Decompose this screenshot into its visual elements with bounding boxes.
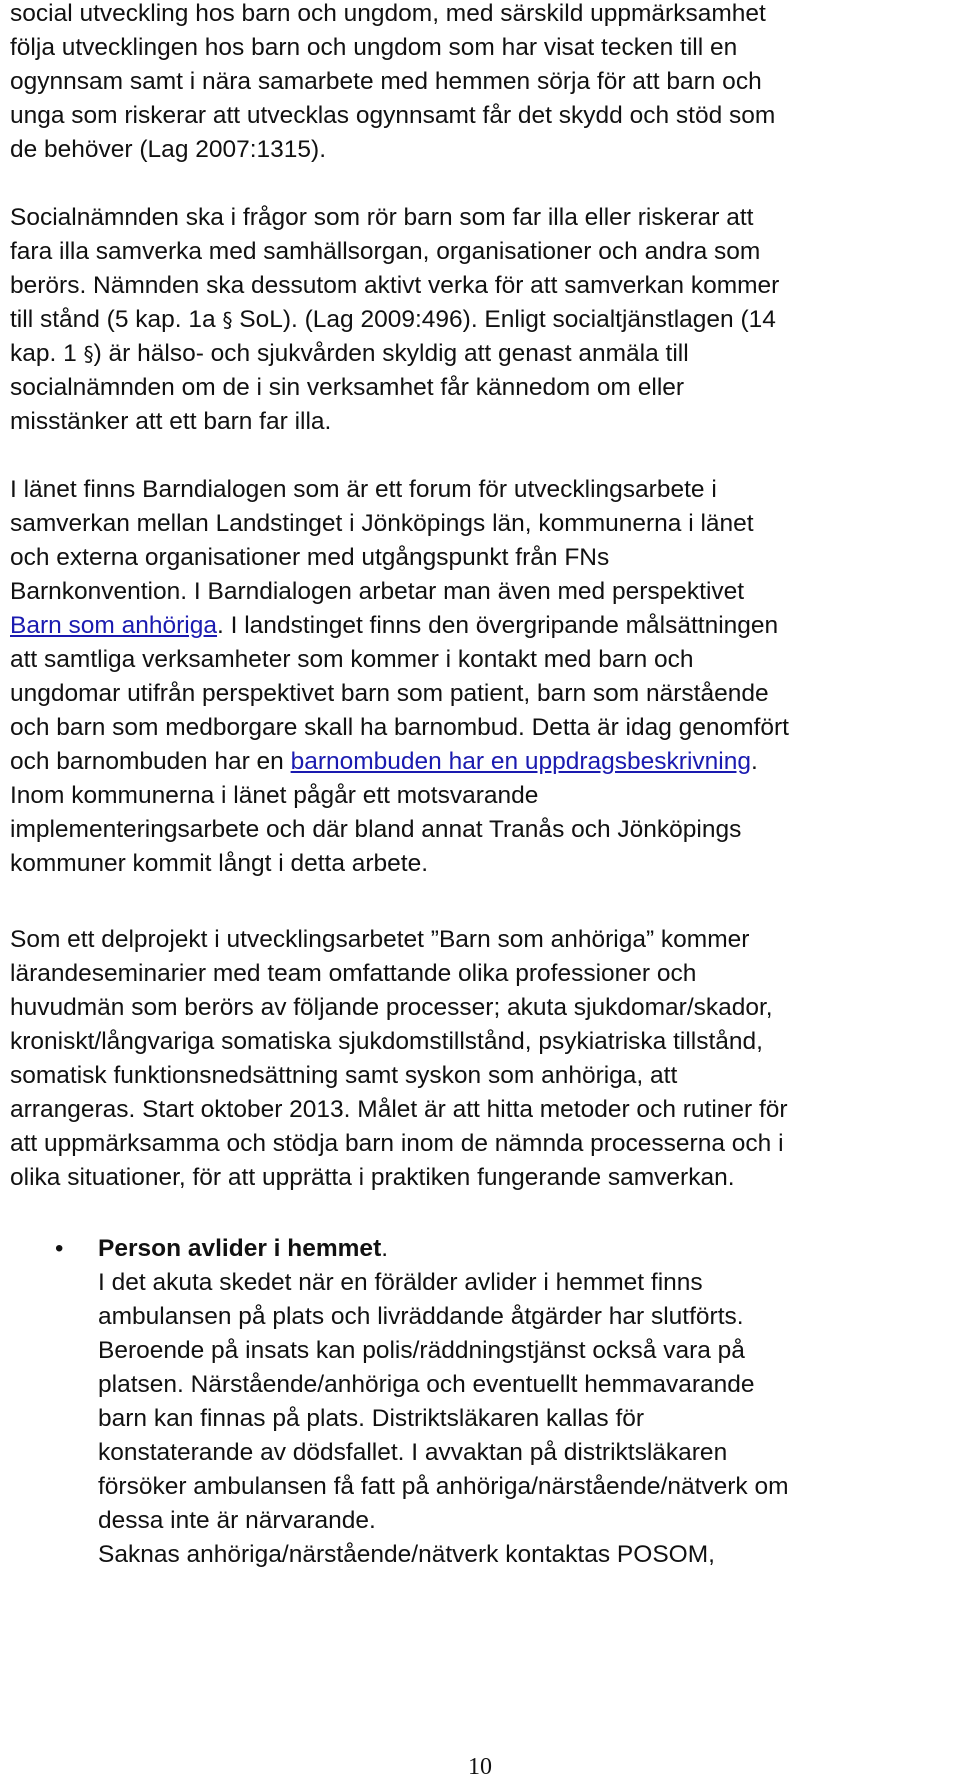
paragraph-line: implementeringsarbete och där bland annat Tranås och Jönköpings — [10, 816, 742, 843]
text-fragment: . — [750, 748, 758, 775]
paragraph-line: misstänker att ett barn far illa. — [10, 408, 332, 435]
paragraph-line: olika situationer, för att upprätta i praktiken fungerande samverkan. — [10, 1164, 735, 1191]
paragraph-line: Inom kommunerna i länet pågår ett motsvarande — [10, 782, 539, 809]
paragraph-line: Socialnämnden ska i frågor som rör barn som far illa eller riskerar att — [10, 204, 754, 231]
bullet-icon: • — [55, 1235, 64, 1262]
paragraph-line: Saknas anhöriga/närstående/nätverk kontaktas POSOM, — [98, 1541, 715, 1568]
paragraph-line: och externa organisationer med utgångspunkt från FNs — [10, 544, 610, 571]
text-fragment: . I landstinget finns den övergripande målsättningen — [217, 612, 779, 639]
paragraph-line: samverkan mellan Landstinget i Jönköpings län, kommunerna i länet — [10, 510, 754, 537]
paragraph-line: följa utvecklingen hos barn och ungdom som har visat tecken till en — [10, 34, 738, 61]
paragraph-line: att uppmärksamma och stödja barn inom de nämnda processerna och i — [10, 1130, 784, 1157]
paragraph-line — [10, 745, 789, 779]
text-fragment: till stånd (5 kap. 1a — [10, 306, 223, 333]
paragraph-line: I länet finns Barndialogen som är ett forum för utvecklingsarbete i — [10, 476, 717, 503]
text-fragment: SoL). (Lag 2009:496). Enligt socialtjänstlagen (14 — [232, 306, 776, 333]
paragraph-line: barn kan finnas på plats. Distriktsläkaren kallas för — [98, 1405, 645, 1432]
paragraph-line: I det akuta skedet när en förälder avlider i hemmet finns — [98, 1269, 703, 1296]
paragraph-line: unga som riskerar att utvecklas ogynnsamt får det skydd och stöd som — [10, 102, 776, 129]
text-fragment: kap. 1 — [10, 340, 84, 367]
bullet-heading: Person avlider i hemmet — [98, 1235, 382, 1262]
text-fragment: ) är hälso- och sjukvården skyldig att genast anmäla till — [93, 340, 689, 367]
section-sign: § — [222, 308, 233, 332]
paragraph-line: somatisk funktionsnedsättning samt syskon som anhöriga, att — [10, 1062, 678, 1089]
paragraph-3 — [10, 473, 789, 881]
paragraph-line: försöker ambulansen få fatt på anhöriga/närstående/nätverk om — [98, 1473, 789, 1500]
paragraph-line: Beroende på insats kan polis/räddningstjänst också vara på — [98, 1337, 745, 1364]
paragraph-line: Barnkonvention. I Barndialogen arbetar man även med perspektivet — [10, 578, 745, 605]
paragraph-line — [10, 337, 779, 371]
paragraph-line: de behöver (Lag 2007:1315). — [10, 136, 327, 163]
paragraph-line — [10, 609, 789, 643]
paragraph-line: ambulansen på plats och livräddande åtgärder har slutförts. — [98, 1303, 744, 1330]
uppdragsbeskrivning-link[interactable]: barnombuden har en uppdragsbeskrivning — [290, 748, 751, 775]
paragraph-line: socialnämnden om de i sin verksamhet får kännedom om eller — [10, 374, 685, 401]
text-fragment: . — [381, 1235, 389, 1262]
barn-som-anhoriga-link[interactable]: Barn som anhöriga — [10, 612, 218, 639]
paragraph-line: kroniskt/långvariga somatiska sjukdomstillstånd, psykiatriska tillstånd, — [10, 1028, 763, 1055]
paragraph-line — [10, 303, 779, 337]
paragraph-1 — [10, 0, 775, 167]
paragraph-line: berörs. Nämnden ska dessutom aktivt verka för att samverkan kommer — [10, 272, 780, 299]
paragraph-line: huvudmän som berörs av följande processer; akuta sjukdomar/skador, — [10, 994, 773, 1021]
paragraph-line: dessa inte är närvarande. — [98, 1507, 376, 1534]
paragraph-line: Som ett delprojekt i utvecklingsarbetet ”Barn som anhöriga” kommer — [10, 926, 750, 953]
paragraph-line: ogynnsam samt i nära samarbete med hemmen sörja för att barn och — [10, 68, 762, 95]
bullet-heading-line — [98, 1232, 789, 1266]
paragraph-line: konstaterande av dödsfallet. I avvaktan på distriktsläkaren — [98, 1439, 728, 1466]
paragraph-4 — [10, 923, 788, 1195]
paragraph-line: lärandeseminarier med team omfattande olika professioner och — [10, 960, 697, 987]
paragraph-line: arrangeras. Start oktober 2013. Målet är att hitta metoder och rutiner för — [10, 1096, 788, 1123]
paragraph-line: fara illa samverka med samhällsorgan, organisationer och andra som — [10, 238, 761, 265]
paragraph-2 — [10, 201, 779, 439]
page-number: 10 — [468, 1754, 492, 1780]
text-fragment: och barnombuden har en — [10, 748, 291, 775]
bullet-content — [98, 1232, 789, 1572]
paragraph-line: kommuner kommit långt i detta arbete. — [10, 850, 429, 877]
section-sign: § — [83, 342, 94, 366]
paragraph-line: och barn som medborgare skall ha barnombud. Detta är idag genomfört — [10, 714, 789, 741]
paragraph-line: ungdomar utifrån perspektivet barn som patient, barn som närstående — [10, 680, 769, 707]
paragraph-line: platsen. Närstående/anhöriga och eventuellt hemmavarande — [98, 1371, 755, 1398]
paragraph-line: social utveckling hos barn och ungdom, med särskild uppmärksamhet — [10, 0, 766, 27]
paragraph-line: att samtliga verksamheter som kommer i kontakt med barn och — [10, 646, 694, 673]
